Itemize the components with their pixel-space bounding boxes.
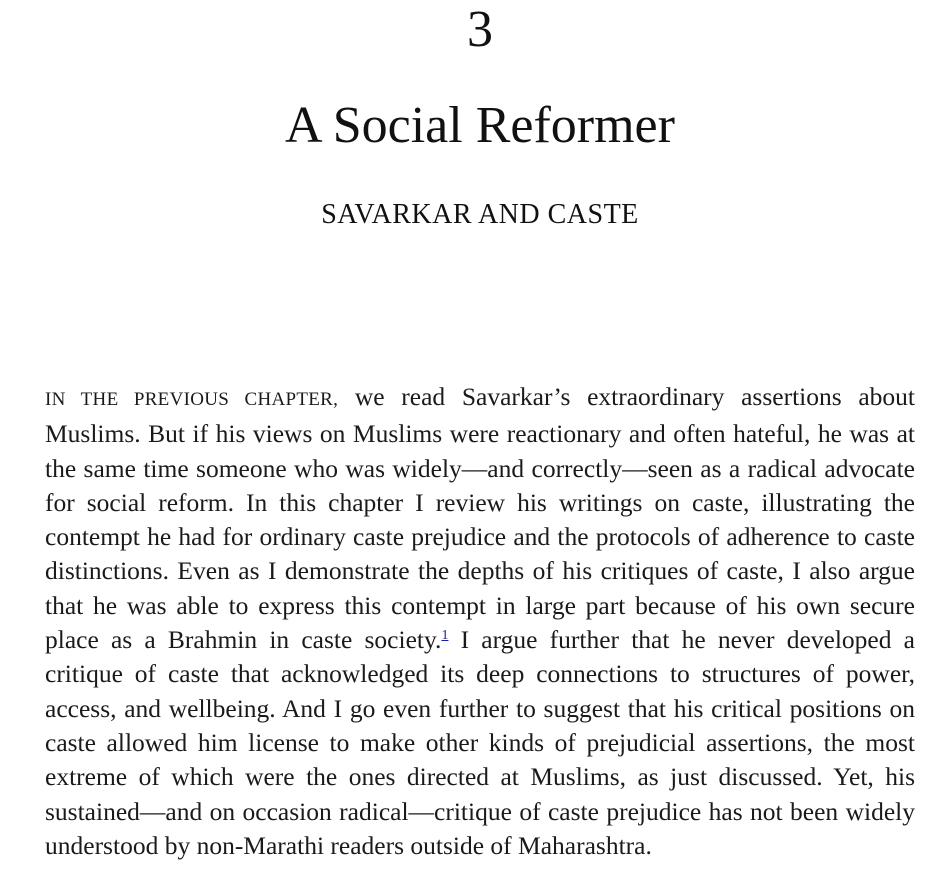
chapter-subtitle: SAVARKAR AND CASTE — [321, 199, 639, 230]
paragraph-text-part2: I argue further that he never developed a critique of caste that acknowledged its deep connections to structures of power, access, and wellbeing. And I go even further to suggest that his critical positions on caste allowed him license to make other kinds of prejudicial assertions, the most extreme of which were the ones directed at Muslims, as just discussed. Yet, his sustained—and on occasion radical—critique of caste prejudice has not been widely understood by non-Marathi readers outside of Maharashtra. — [45, 625, 915, 860]
chapter-number: 3 — [467, 1, 493, 58]
chapter-title: A Social Reformer — [285, 97, 675, 154]
footnote-reference-link[interactable]: 1 — [441, 628, 449, 644]
lead-in-smallcaps: IN THE PREVIOUS CHAPTER, — [45, 389, 339, 410]
body-paragraph — [45, 380, 915, 863]
paragraph-text-part1: we read Savarkar’s extraordinary assertions about Muslims. But if his views on Muslims were reactionary and often hateful, he was at the same time someone who was widely—and correctly—seen as a radical advocate for social reform. In this chapter I review his writings on caste, illustrating the contempt he had for ordinary caste prejudice and the protocols of adherence to caste distinctions. Even as I demonstrate the depths of his critiques of caste, I also argue that he was able to express this contempt in large part because of his own secure place as a Brahmin in caste society. — [45, 382, 915, 655]
